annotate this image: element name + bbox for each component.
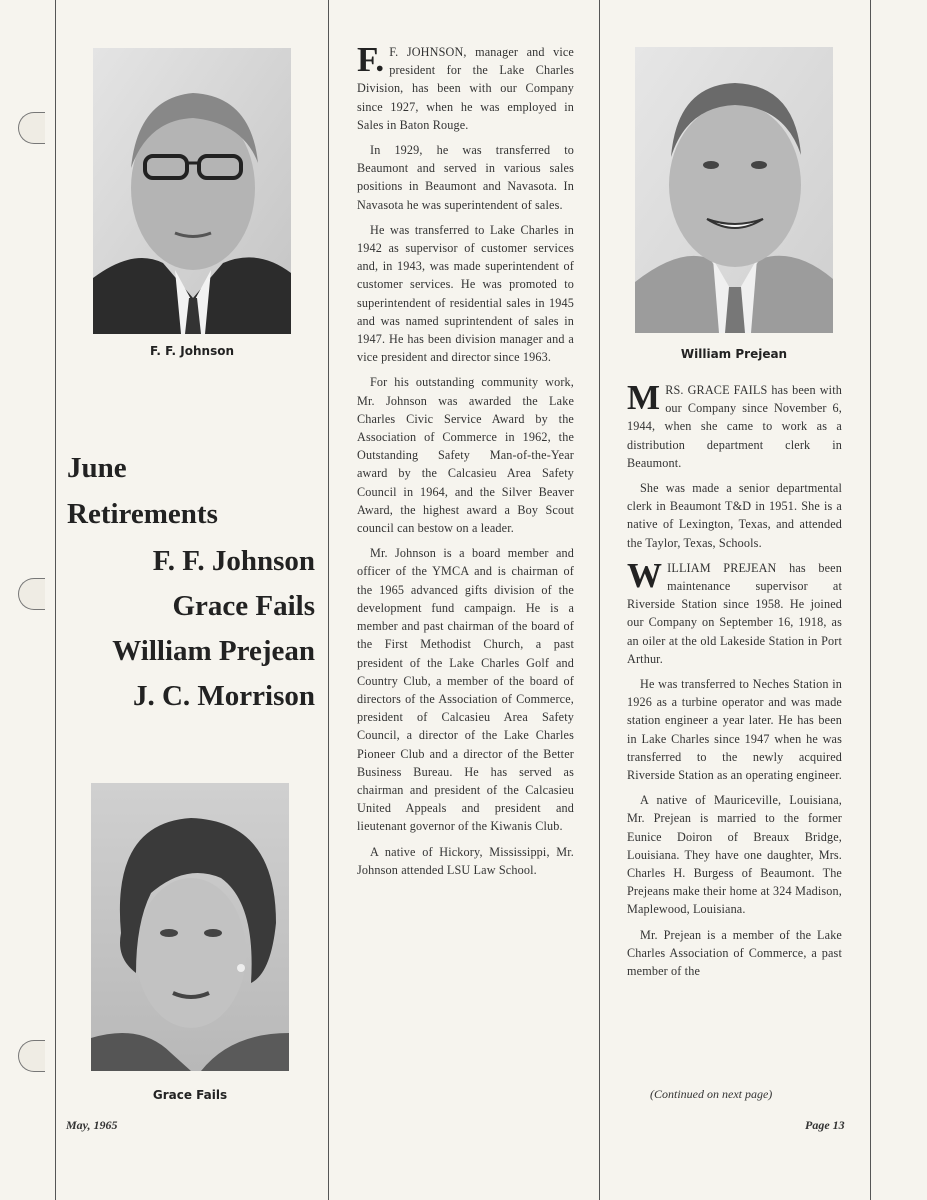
right-articles	[627, 381, 842, 1073]
headline-retirements: Retirements	[67, 498, 218, 530]
headline-name-johnson: F. F. Johnson	[152, 545, 315, 577]
prejean-photo	[635, 47, 833, 333]
johnson-paragraph-3: He was transferred to Lake Charles in 1942 as supervisor of customer services and, in 1943, was made superintendent of customer services. He was promoted to superintendent of residential sales in 1945 and was named suprintendent of sales in 1947. He has been division manager and a vice president and director since 1963.	[357, 222, 574, 365]
binder-hole-bottom	[18, 1040, 45, 1072]
continued-note: (Continued on next page)	[650, 1087, 773, 1101]
prejean-caption: William Prejean	[680, 347, 788, 361]
fails-paragraph-2: She was made a senior departmental clerk in Beaumont T&D in 1951. She is a native of Lexington, Texas, and attended the Taylor, Texas, Schools.	[627, 481, 842, 550]
prejean-drop-cap: W	[627, 555, 663, 595]
fails-caption: Grace Fails	[152, 1088, 228, 1102]
prejean-paragraph-4: Mr. Prejean is a member of the Lake Charles Association of Commerce, a past member of the	[627, 927, 842, 979]
johnson-paragraph-2: In 1929, he was transferred to Beaumont and served in various sales positions in Beaumont and Navasota. In Navasota he was superintendent of sales.	[357, 143, 574, 212]
column-rule-middle-left	[328, 0, 329, 1200]
johnson-paragraph-5: Mr. Johnson is a board member and officer of the YMCA and is chairman of the 1965 advanced gifts division of the development fund campaign. He is a member and past chairman of the board of the First Methodist Church, a past president of the Lake Charles Golf and Country Club, a member of the board of directors of the Association of Commerce, president of Calcasieu Area Safety Council, a director of the Lake Charles Pioneer Club and a director of the Better Business Bureau. He has served as chairman and president of the Calcasieu United Appeals and president and lieutenant governor of the Kiwanis Club.	[357, 546, 574, 834]
prejean-paragraph-3: A native of Mauriceville, Louisiana, Mr. Prejean is married to the former Eunice Doiron of Breaux Bridge, Louisiana. They have one daughter, Mrs. Charles H. Burgess of Beaumont. The Prejeans make their home at 324 Madison, Maplewood, Louisiana.	[627, 793, 842, 917]
footer-date: May, 1965	[66, 1118, 118, 1132]
binder-hole-top	[18, 112, 45, 144]
prejean-paragraph-2: He was transferred to Neches Station in 1926 as a turbine operator and was made station engineer a year later. He has been in Lake Charles since 1947 when he was transferred to the newly acquired Riverside Station as an operating engineer.	[627, 677, 842, 783]
headline-name-prejean: William Prejean	[112, 635, 315, 667]
headline-june: June	[67, 452, 127, 484]
binder-hole-middle	[18, 578, 45, 610]
footer-page-number: Page 13	[805, 1118, 845, 1132]
headline-name-morrison: J. C. Morrison	[132, 680, 315, 712]
fails-photo	[91, 783, 289, 1071]
fails-drop-cap: M	[627, 381, 661, 417]
column-rule-left	[55, 0, 56, 1200]
johnson-caption: F. F. Johnson	[149, 344, 235, 358]
fails-paragraph-1: MRS. GRACE FAILS has been with our Company since November 6, 1944, when she came to work as a distribution department clerk in Beaumont.	[627, 381, 842, 470]
johnson-paragraph-6: A native of Hickory, Mississippi, Mr. Johnson attended LSU Law School.	[357, 844, 574, 877]
headline-name-fails: Grace Fails	[172, 590, 315, 622]
johnson-article	[357, 40, 574, 886]
johnson-paragraph-4: For his outstanding community work, Mr. Johnson was awarded the Lake Charles Civic Service Award by the Association of Commerce in 1962, the Outstanding Safety Man-of-the-Year award by the Calcasieu Area Safety Council in 1964, and the Silver Beaver Award, the highest award a Boy Scout council can bestow on a leader.	[357, 375, 574, 536]
column-rule-middle-right	[599, 0, 600, 1200]
johnson-drop-cap: F.	[357, 40, 385, 79]
prejean-paragraph-1: WILLIAM PREJEAN has been maintenance supervisor at Riverside Station since 1958. He joined our Company on September 16, 1918, as an oiler at the old Lakeside Station in Port Arthur.	[627, 555, 842, 666]
johnson-photo	[93, 48, 291, 334]
column-rule-right	[870, 0, 871, 1200]
johnson-paragraph-1: F. F. JOHNSON, manager and vice president for the Lake Charles Division, has been with our Company since 1927, when he was employed in Sales in Baton Rouge.	[357, 40, 574, 132]
